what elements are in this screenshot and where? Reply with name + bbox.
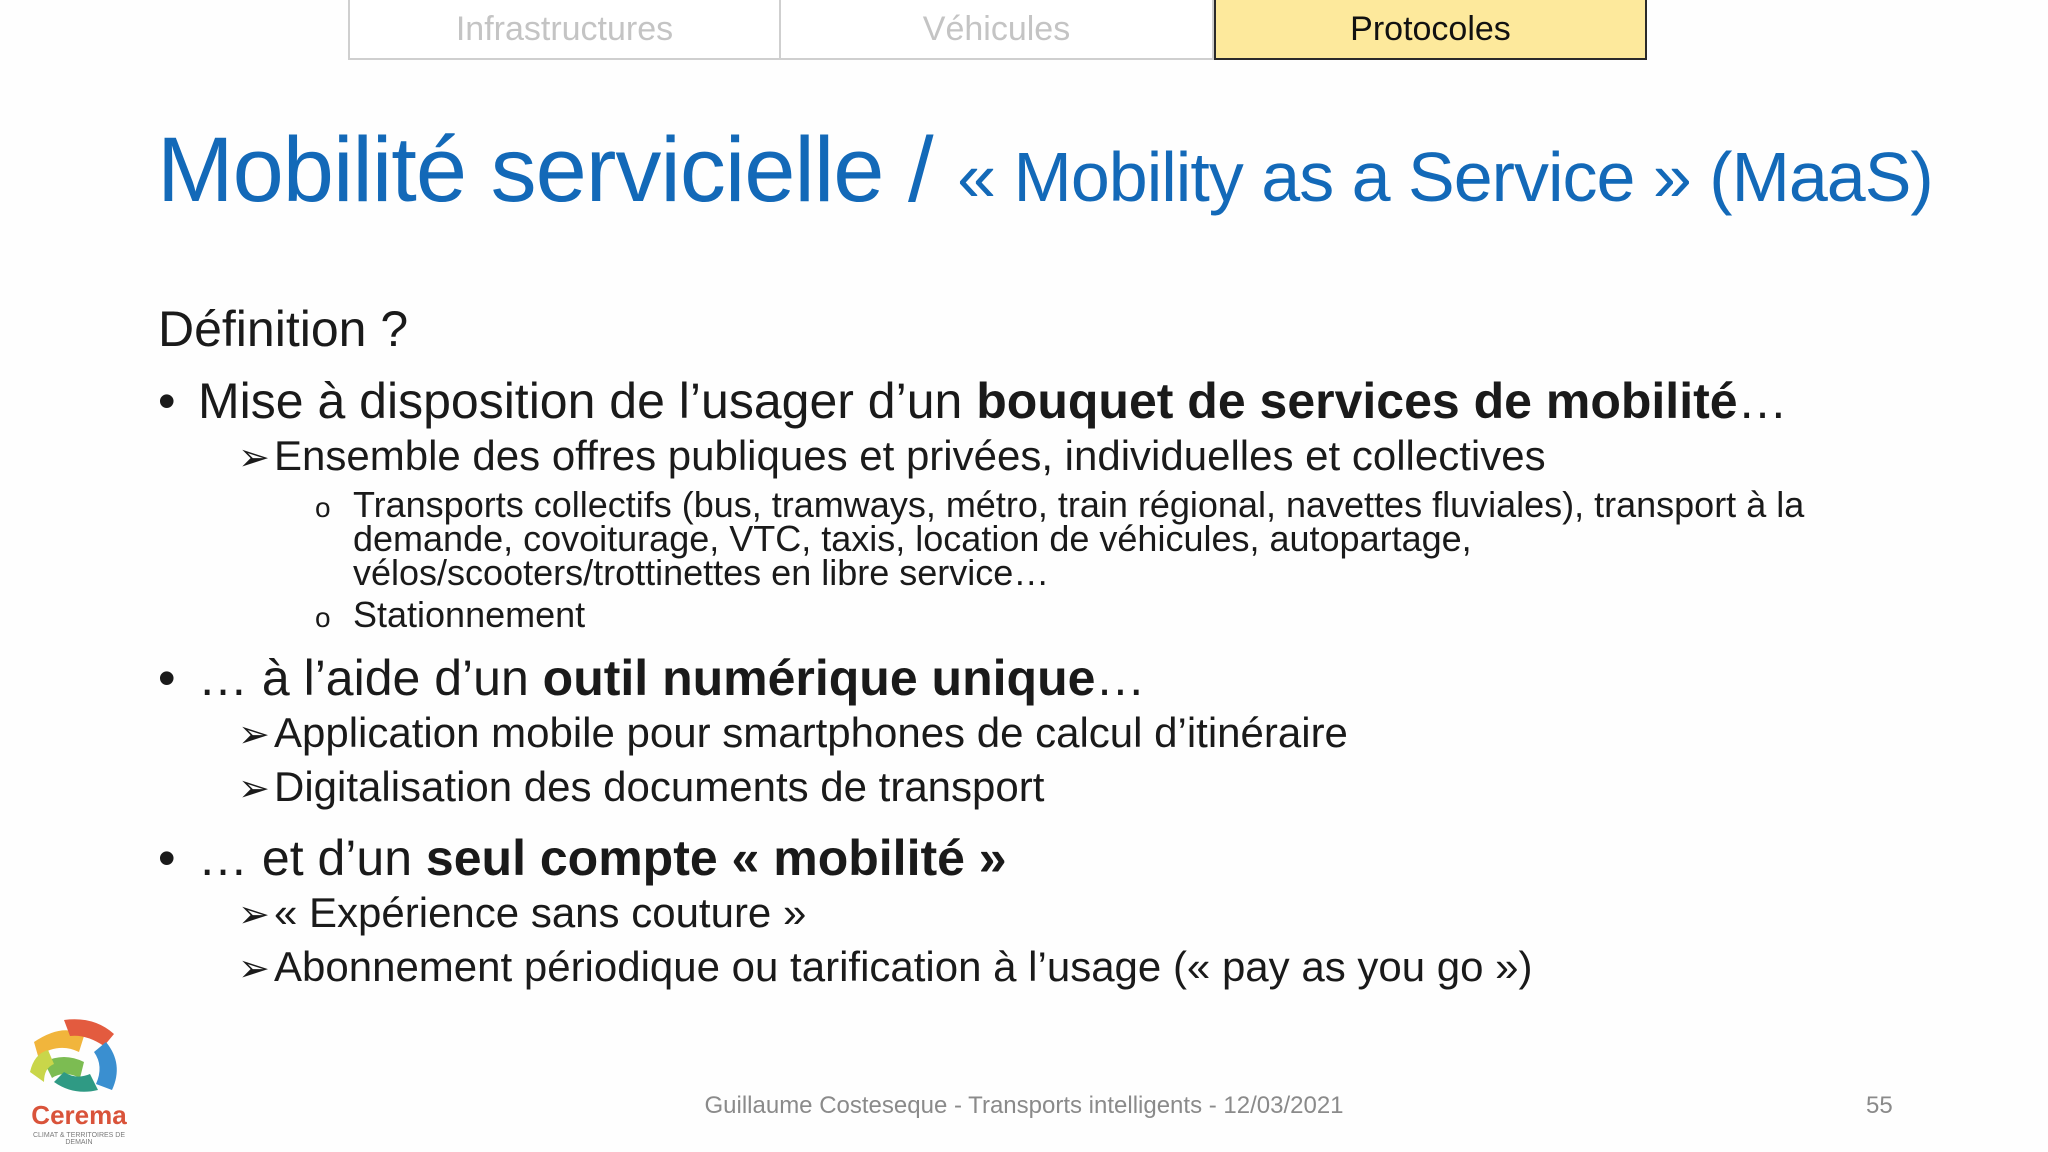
sub-bullet-text: Application mobile pour smartphones de calcul d’itinéraire [274, 709, 1348, 756]
page-number: 55 [1866, 1092, 1893, 1119]
bullet-text-bold: seul compte « mobilité » [425, 830, 1007, 886]
item-stationnement [315, 594, 1978, 635]
bullet-seul-compte [158, 829, 1978, 887]
bullet-text [198, 372, 1788, 430]
sub-bullet-application-mobile [238, 707, 1978, 761]
bullet-text-pre: … et d’un [198, 830, 426, 886]
cerema-logo-icon [24, 1012, 134, 1100]
bullet-text-bold: outil numérique unique [542, 650, 1096, 706]
section-tabs [348, 0, 1647, 62]
tab-infrastructures[interactable]: Infrastructures [348, 0, 781, 60]
cerema-logo [24, 1012, 134, 1147]
circle-bullet-icon: o [315, 492, 331, 523]
arrow-bullet-icon: ➢ [238, 948, 270, 990]
sub-bullet-abonnement [238, 941, 1978, 995]
arrow-bullet-icon: ➢ [238, 437, 270, 479]
bullet-text [198, 649, 1145, 707]
item-line-3: vélos/scooters/trottinettes en libre service… [353, 552, 1050, 593]
title-main: Mobilité servicielle / [157, 119, 958, 221]
arrow-bullet-icon: ➢ [238, 894, 270, 936]
sub-bullet-experience [238, 887, 1978, 941]
bullet-text-post: … [1095, 650, 1146, 706]
slide-content [158, 300, 1978, 995]
item-line-2: demande, covoiturage, VTC, taxis, location de véhicules, autopartage, [353, 518, 1472, 559]
item-text: Stationnement [353, 594, 586, 635]
sub-bullet-text: Ensemble des offres publiques et privées, individuelles et collectives [274, 432, 1546, 479]
tab-protocoles[interactable]: Protocoles [1214, 0, 1647, 60]
bullet-text-pre: Mise à disposition de l’usager d’un [198, 373, 977, 429]
item-line-1: Transports collectifs (bus, tramways, métro, train régional, navettes fluviales), transport à la [353, 484, 1805, 525]
bullet-outil-numerique [158, 649, 1978, 707]
sub-bullet-digitalisation [238, 761, 1978, 815]
sub-bullet-ensemble-offres [238, 430, 1978, 484]
slide-title [157, 118, 1933, 223]
bullet-dot-icon: • [158, 373, 176, 429]
bullet-text-bold: bouquet de services de mobilité [976, 373, 1738, 429]
bullet-text [198, 829, 1007, 887]
logo-tagline: CLIMAT & TERRITOIRES DE DEMAIN [32, 1132, 126, 1146]
definition-heading: Définition ? [158, 301, 409, 357]
sub-bullet-text: Abonnement périodique ou tarification à l’usage (« pay as you go ») [274, 943, 1533, 990]
bullet-text-pre: … à l’aide d’un [198, 650, 543, 706]
sub-bullet-text: Digitalisation des documents de transport [274, 763, 1045, 810]
bullet-dot-icon: • [158, 830, 176, 886]
bullet-dot-icon: • [158, 650, 176, 706]
logo-wordmark: Cerema [31, 1100, 127, 1130]
circle-bullet-icon: o [315, 602, 331, 633]
sub-bullet-text: « Expérience sans couture » [274, 889, 807, 936]
arrow-bullet-icon: ➢ [238, 768, 270, 810]
title-sub: « Mobility as a Service » (MaaS) [957, 138, 1933, 216]
item-transports-collectifs [315, 484, 1978, 593]
bullet-text-post: … [1737, 373, 1788, 429]
slide-footer: Guillaume Costeseque - Transports intelligents - 12/03/2021 [704, 1092, 1344, 1119]
bullet-bouquet-services [158, 372, 1978, 430]
item-text [353, 484, 1893, 593]
arrow-bullet-icon: ➢ [238, 714, 270, 756]
tab-vehicules[interactable]: Véhicules [781, 0, 1214, 60]
